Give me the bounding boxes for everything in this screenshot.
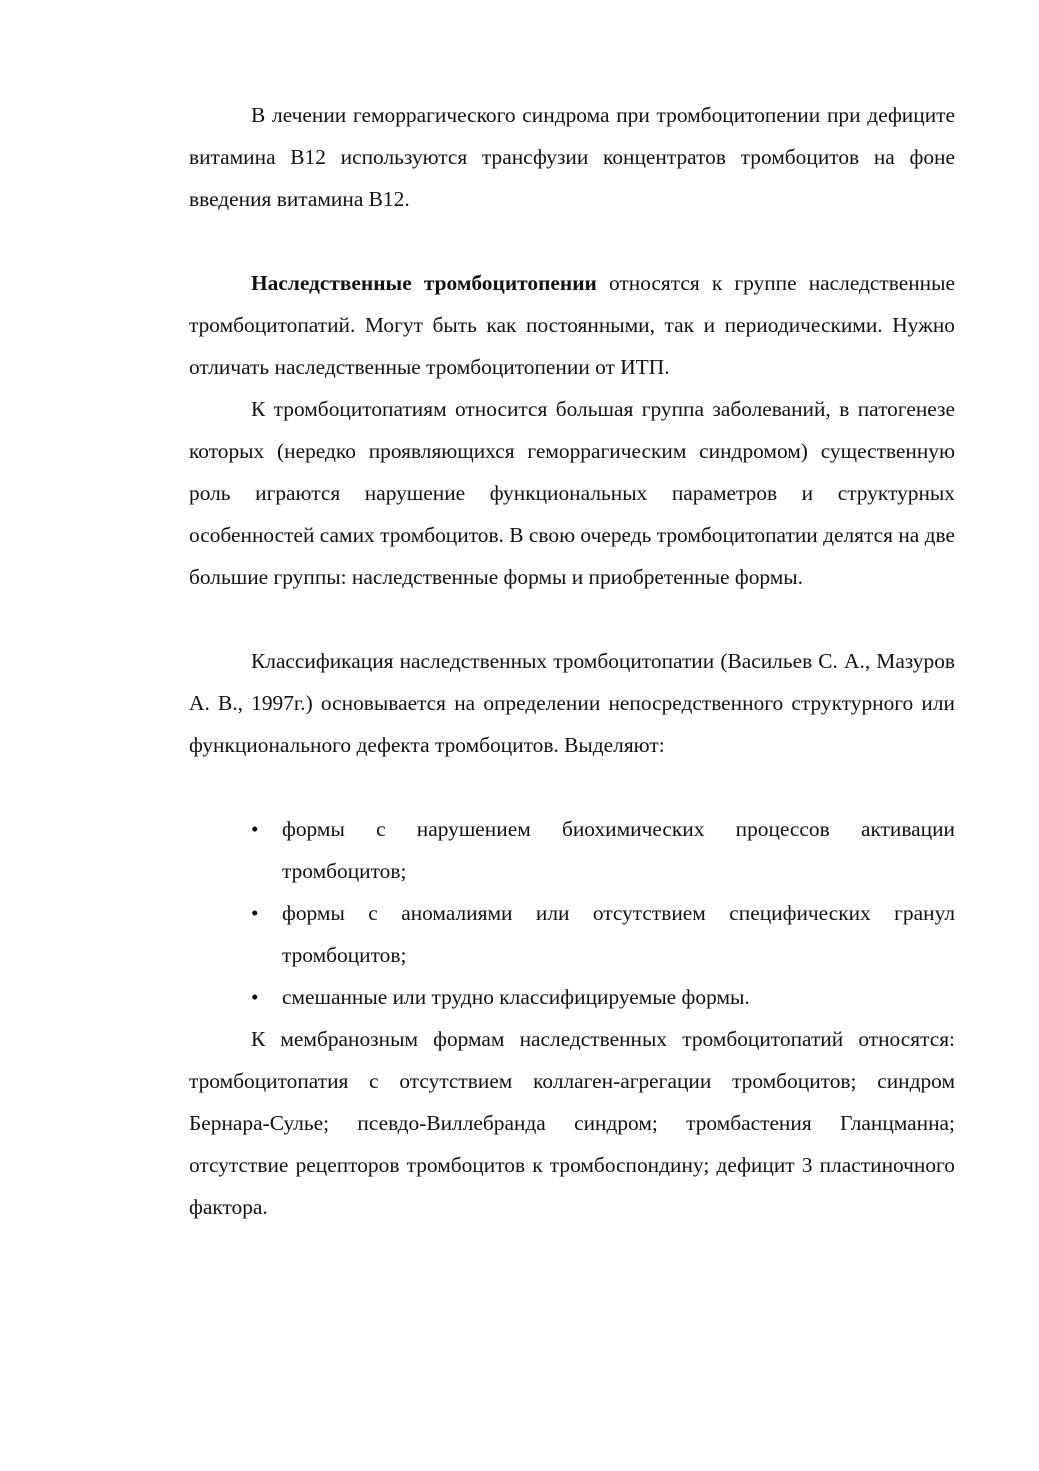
- list-item: [189, 892, 955, 976]
- blank-line: [189, 220, 955, 262]
- term-hereditary-thrombocytopenia: Наследственные тромбоцитопении: [251, 271, 597, 295]
- list-item-text: смешанные или трудно классифицируемые формы.: [282, 985, 750, 1009]
- bullet-icon: •: [251, 985, 259, 1009]
- paragraph-b12-treatment: В лечении геморрагического синдрома при тромбоцитопении при дефиците витамина В12 используются трансфузии концентратов тромбоцитов на фоне введения витамина В12.: [189, 103, 955, 211]
- paragraph-hereditary-thrombocytopenia: [189, 262, 955, 388]
- paragraph-membrane-forms: К мембранозным формам наследственных тромбоцитопатий относятся: тромбоцитопатия с отсутствием коллаген-агрегации тромбоцитов; синдром Бернара-Сулье; псевдо-Виллебранда синдром; тромбастения Гланцманна; отсутствие рецепторов тромбоцитов к тромбоспондину; дефицит 3 пластиночного фактора.: [189, 1027, 955, 1219]
- list-item: [189, 976, 955, 1018]
- document-page: [189, 94, 955, 1228]
- paragraph-classification: Классификация наследственных тромбоцитопатии (Васильев С. А., Мазуров А. В., 1997г.) основывается на определении непосредственного структурного или функционального дефекта тромбоцитов. Выделяют:: [189, 649, 955, 757]
- paragraph-hereditary-text: относятся к группе наследственные тромбоцитопатий. Могут быть как постоянными, так и периодическими. Нужно отличать наследственные тромбоцитопении от ИТП.: [189, 271, 955, 379]
- paragraph-thrombocytopathies: К тромбоцитопатиям относится большая группа заболеваний, в патогенезе которых (нередко проявляющихся геморрагическим синдромом) существенную роль играются нарушение функциональных параметров и структурных особенностей самих тромбоцитов. В свою очередь тромбоцитопатии делятся на две большие группы: наследственные формы и приобретенные формы.: [189, 397, 955, 589]
- list-item-text: формы с нарушением биохимических процессов активации тромбоцитов;: [282, 817, 955, 883]
- blank-line: [189, 766, 955, 808]
- bullet-icon: •: [251, 817, 259, 841]
- list-item-text: формы с аномалиями или отсутствием специфических гранул тромбоцитов;: [282, 901, 955, 967]
- forms-list: [189, 808, 955, 1018]
- list-item: [189, 808, 955, 892]
- blank-line: [189, 598, 955, 640]
- bullet-icon: •: [251, 901, 259, 925]
